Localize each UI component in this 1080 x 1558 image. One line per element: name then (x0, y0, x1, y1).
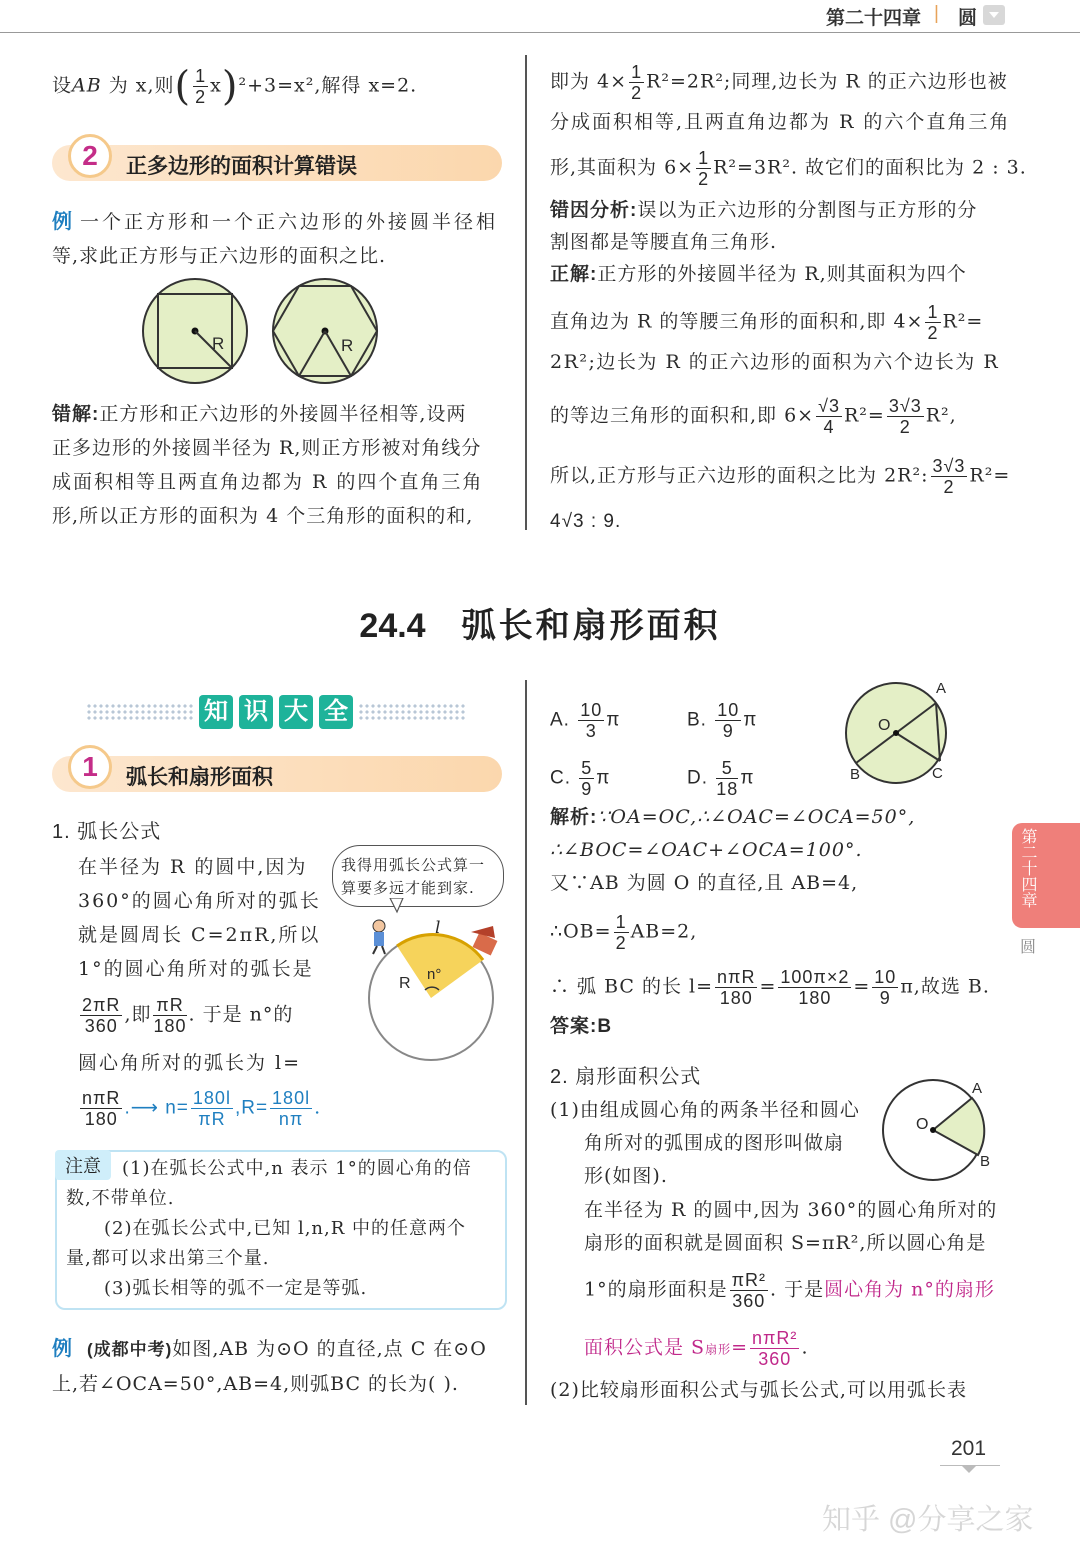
note-line2: 数,不带单位. (66, 1188, 175, 1209)
sector-heading: 2. 扇形面积公式 (550, 1066, 702, 1088)
arc-fig-r-label: R (399, 975, 411, 992)
sector-fig-o: O (916, 1116, 929, 1133)
chapter-title-number: 24.4 (359, 607, 426, 645)
knowledge-char-4: 全 (319, 695, 353, 729)
chapter-side-tab (1012, 823, 1080, 928)
hexagon-radius-label: R (341, 336, 354, 355)
column-divider-top (525, 55, 527, 530)
sector-fig-a: A (972, 1080, 983, 1097)
example-2-label: 例 (52, 1338, 73, 1360)
side-tab-text: 第二十四章 (1019, 828, 1038, 908)
solution-line5: ∴ 弧 BC 的长 l= $\frac{\text{nπR}}{180}$ = $\frac{100\pi\times 2}{180}$ = $\frac{10}{9}$ π,故选 B. (550, 967, 990, 1008)
section-2-number: 2 (68, 134, 112, 178)
section-2-title: 正多边形的面积计算错误 (126, 155, 357, 178)
wrong-solution-line2: 正多边形的外接圆半径为 R,则正方形被对角线分 (52, 437, 482, 459)
reason-label: 错因分析: (550, 200, 638, 221)
wrong-label: 错解: (52, 404, 100, 425)
top-right-line2: 分成面积相等,且两直角边都为 R 的六个直角三角 (550, 111, 1011, 133)
correct-line5: 所以,正方形与正六边形的面积之比为 2R²: $\frac{3√3}{2}$ R²= (550, 456, 1011, 497)
knowledge-banner (86, 695, 471, 731)
section-1-bar (52, 756, 502, 792)
example-label: 例 (52, 211, 73, 233)
section-1-number: 1 (68, 745, 112, 789)
option-c: C. $\frac{5}{9}$ π (550, 758, 611, 799)
bubble-line1: 我得用弧长公式算一 (341, 856, 486, 874)
wrong-solution-line3: 成面积相等且两直角边都为 R 的四个直角三角 (52, 471, 484, 493)
note-label: 注意 (55, 1150, 111, 1180)
example-1: 例 一个正方形和一个正六边形的外接圆半径相 (52, 211, 499, 233)
arc-line7: $\frac{\text{nπR}}{180}$ .⟶ n= $\frac{180l}{\pi R}$ ,R= $\frac{180l}{n\pi}$ . (82, 1088, 322, 1129)
chapter-title (0, 598, 1080, 647)
header-topic: 圆 (958, 8, 978, 29)
correct-line4: 的等边三角形的面积和,即 6× $\frac{√3}{4}$ R²= $\frac{3√3}{2}$ R², (550, 396, 957, 437)
bubble-line2: 算要多远才能到家. (341, 879, 475, 897)
reason-line1: 错因分析:误以为正六边形的分割图与正方形的分 (550, 199, 978, 221)
example-1-line2: 等,求此正方形与正六边形的面积之比. (52, 245, 387, 267)
correct-line2: 直角边为 R 的等腰三角形的面积和,即 4× $\frac{1}{2}$ R²= (550, 302, 984, 343)
column-divider-bottom (525, 680, 527, 1405)
sector-fig-b: B (980, 1153, 991, 1170)
option-b: B. $\frac{10}{9}$ π (687, 700, 758, 741)
fig-label-o: O (878, 717, 891, 734)
knowledge-char-2: 识 (239, 695, 273, 729)
top-left-line0: 设AB 为 x,则( $\frac{1}{2}$ x)²+3=x²,解得 x=2. (52, 63, 418, 110)
square-hexagon-figure (135, 275, 395, 390)
option-a: A. $\frac{10}{3}$ π (550, 700, 621, 741)
arc-line5: $\frac{2\pi R}{360}$ ,即 $\frac{\pi R}{180}$ . 于是 n°的 (82, 995, 294, 1036)
example-2-line2: 上,若∠OCA=50°,AB=4,则弧BC 的长为( ). (52, 1373, 459, 1395)
solution-line4: ∴OB= $\frac{1}{2}$ AB=2, (550, 912, 698, 953)
note-line1: (1)在弧长公式中,n 表示 1°的圆心角的倍 (122, 1158, 472, 1179)
solution-line3: 又∵AB 为圆 O 的直径,且 AB=4, (550, 872, 859, 894)
answer: 答案:B (550, 1016, 613, 1037)
arc-line1: 在半径为 R 的圆中,因为 (78, 856, 308, 878)
watermark: 知乎 @分享之家 (822, 1504, 1034, 1536)
arc-line4: 1°的圆心角所对的弧长是 (78, 958, 314, 980)
option-d: D. $\frac{5}{18}$ π (687, 758, 755, 799)
page-number: 201 (951, 1437, 987, 1460)
header-chapter: 第二十四章 (826, 8, 922, 29)
arc-illustration (355, 898, 505, 1068)
side-tab-sub: 圆 (1020, 937, 1037, 956)
fig-label-a: A (936, 680, 947, 697)
solution-line1: 解析:∵OA=OC,∴∠OAC=∠OCA=50°, (550, 806, 916, 828)
note-line4: 量,都可以求出第三个量. (66, 1248, 270, 1269)
note-line3: (2)在弧长公式中,已知 l,n,R 中的任意两个 (104, 1218, 467, 1239)
fig-label-c: C (932, 765, 943, 782)
sector-line2: 角所对的弧围成的图形叫做扇 (584, 1132, 845, 1154)
reason-line2: 割图都是等腰直角三角形. (550, 231, 778, 253)
chapter-title-text: 弧长和扇形面积 (461, 606, 721, 646)
sector-line7: 面积公式是 S扇形= $\frac{\text{nπR²}}{360}$ . (584, 1328, 809, 1369)
solution-label: 解析: (550, 807, 598, 828)
knowledge-char-1: 知 (199, 695, 233, 729)
wrong-solution-line4: 形,所以正方形的面积为 4 个三角形的面积的和, (52, 505, 474, 527)
correct-line3: 2R²;边长为 R 的正六边形的面积为六个边长为 R (550, 351, 1000, 373)
top-right-line3: 形,其面积为 6× $\frac{1}{2}$ R²=3R². 故它们的面积比为 2 : 3. (550, 148, 1027, 189)
header-separator: | (934, 3, 939, 24)
arc-fig-l-label: l (435, 918, 441, 938)
solution-line2: ∴∠BOC=∠OAC+∠OCA=100°. (550, 839, 863, 861)
page-number-marker (962, 1466, 976, 1476)
top-right-line1: 即为 4× $\frac{1}{2}$ R²=2R²;同理,边长为 R 的正六边形也被 (550, 62, 1008, 103)
sector-line6: 1°的扇形面积是 $\frac{\text{πR²}}{360}$ . 于是圆心角为 n°的扇形 (584, 1270, 995, 1311)
note-line5: (3)弧长相等的弧不一定是等弧. (104, 1278, 368, 1299)
page-header (0, 0, 1080, 33)
sector-line5: 扇形的面积就是圆面积 S=πR²,所以圆心角是 (584, 1232, 987, 1254)
correct-line6: 4√3 : 9. (550, 511, 622, 532)
arc-line6: 圆心角所对的弧长为 l= (78, 1052, 302, 1074)
sector-line8: (2)比较扇形面积公式与弧长公式,可以用弧长表 (550, 1379, 967, 1401)
sector-line1: (1)由组成圆心角的两条半径和圆心 (550, 1099, 860, 1121)
square-radius-label: R (212, 334, 225, 353)
wrong-solution-line1: 错解:正方形和正六边形的外接圆半径相等,设两 (52, 403, 467, 425)
sector-line4: 在半径为 R 的圆中,因为 360°的圆心角所对的 (584, 1199, 998, 1221)
sector-line3: 形(如图). (584, 1165, 668, 1187)
section-1-title: 弧长和扇形面积 (126, 766, 273, 789)
header-dropdown-icon (983, 5, 1005, 25)
arc-fig-n-label: n° (427, 966, 442, 983)
knowledge-char-3: 大 (279, 695, 313, 729)
correct-line1: 正解:正方形的外接圆半径为 R,则其面积为四个 (550, 263, 967, 285)
fig-label-b: B (850, 766, 861, 783)
arc-line2: 360°的圆心角所对的弧长 (78, 890, 321, 912)
example-2-line1: 例 (成都中考)如图,AB 为⊙O 的直径,点 C 在⊙O (52, 1338, 487, 1360)
arc-line3: 就是圆周长 C=2πR,所以 (78, 924, 321, 946)
arc-heading: 1. 弧长公式 (52, 821, 162, 843)
correct-label: 正解: (550, 264, 598, 285)
